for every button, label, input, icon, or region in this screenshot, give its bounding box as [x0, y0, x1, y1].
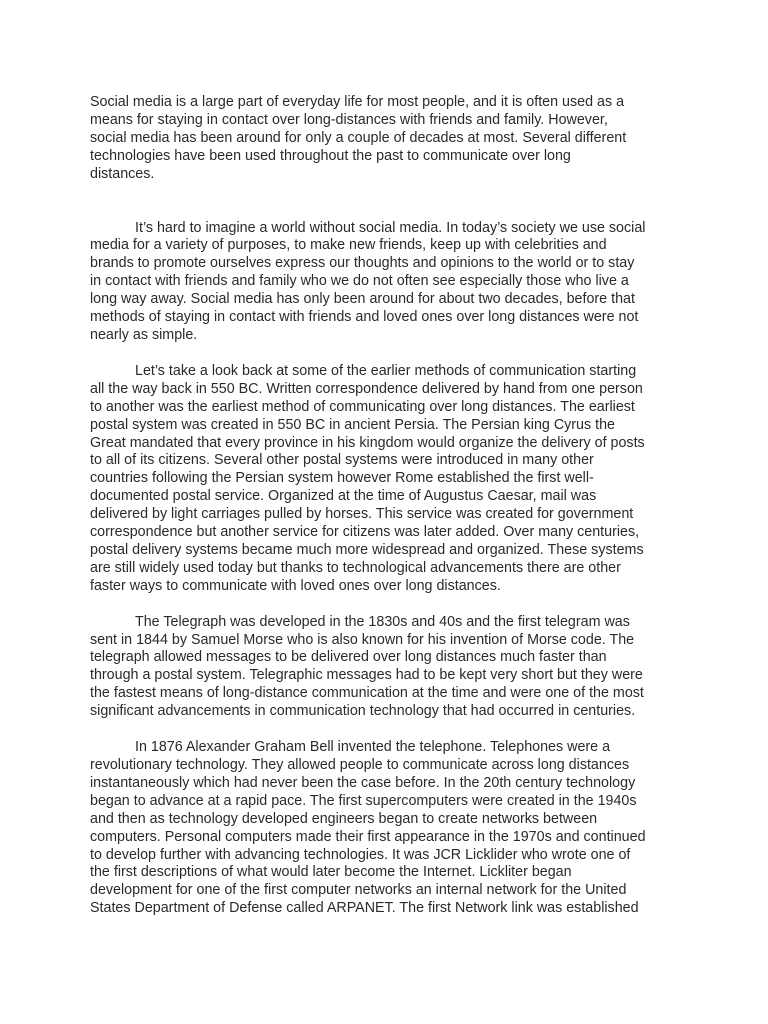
- text-line: documented postal service. Organized at the time of Augustus Caesar, mail was: [90, 488, 597, 505]
- text-line: delivered by light carriages pulled by horses. This service was created for government: [90, 506, 634, 523]
- text-line: are still widely used today but thanks to technological advancements there are other: [90, 559, 621, 576]
- text-line: technologies have been used throughout the past to communicate over long: [90, 147, 571, 164]
- text-line: postal delivery systems became much more widespread and organized. These systems: [90, 541, 644, 558]
- text-line: nearly as simple.: [90, 326, 198, 343]
- text-line: and then as technology developed engineers began to create networks between: [90, 810, 598, 827]
- text-line: Social media is a large part of everyday life for most people, and it is often used as a: [90, 94, 625, 110]
- text-line: in contact with friends and family who we do not often see especially those who live a: [90, 273, 629, 290]
- text-line: computers. Personal computers made their first appearance in the 1970s and continued: [90, 828, 646, 845]
- text-line: faster ways to communicate with loved ones over long distances.: [90, 577, 501, 594]
- text-line: the fastest means of long-distance communication at the time and were one of the most: [90, 685, 644, 702]
- document-page: [90, 94, 680, 918]
- paragraph-intro: [90, 94, 680, 184]
- text-line: distances.: [90, 165, 155, 182]
- text-line: to another was the earliest method of communicating over long distances. The earliest: [90, 398, 635, 415]
- text-line: States Department of Defense called ARPANET. The first Network link was established: [90, 900, 639, 917]
- text-line: telegraph allowed messages to be delivered over long distances much faster than: [90, 649, 607, 666]
- text-line: means for staying in contact over long-distances with friends and family. However,: [90, 111, 608, 128]
- text-line: to develop further with advancing technologies. It was JCR Licklider who wrote one of: [90, 846, 631, 863]
- text-line: The Telegraph was developed in the 1830s and 40s and the first telegram was: [135, 613, 630, 630]
- text-line: correspondence but another service for citizens was later added. Over many centuries,: [90, 524, 640, 541]
- text-line: development for one of the first computer networks an internal network for the United: [90, 882, 627, 899]
- paragraph-postal: [90, 363, 680, 596]
- text-line: methods of staying in contact with friends and loved ones over long distances were not: [90, 309, 639, 326]
- text-line: postal system was created in 550 BC in ancient Persia. The Persian king Cyrus the: [90, 416, 616, 433]
- text-line: instantaneously which had never been the case before. In the 20th century technology: [90, 774, 636, 791]
- text-line: Let’s take a look back at some of the earlier methods of communication starting: [135, 362, 637, 379]
- text-line: all the way back in 550 BC. Written correspondence delivered by hand from one person: [90, 380, 643, 397]
- paragraph-social-media: [90, 220, 680, 345]
- text-line: In 1876 Alexander Graham Bell invented the telephone. Telephones were a: [135, 739, 611, 756]
- paragraph-telegraph: [90, 614, 680, 721]
- paragraph-telephone: [90, 739, 680, 918]
- text-line: sent in 1844 by Samuel Morse who is also known for his invention of Morse code. The: [90, 631, 635, 648]
- text-line: countries following the Persian system however Rome established the first well-: [90, 470, 594, 487]
- text-line: social media has been around for only a couple of decades at most. Several different: [90, 129, 627, 146]
- text-line: the first descriptions of what would later become the Internet. Lickliter began: [90, 864, 572, 881]
- text-line: revolutionary technology. They allowed people to communicate across long distances: [90, 757, 630, 773]
- text-line: significant advancements in communication technology that had occurred in centuries.: [90, 703, 636, 720]
- text-line: long way away. Social media has only been around for about two decades, before that: [90, 291, 635, 308]
- text-line: through a postal system. Telegraphic messages had to be kept very short but they were: [90, 667, 643, 684]
- text-line: began to advance at a rapid pace. The first supercomputers were created in the 1940s: [90, 792, 637, 809]
- text-line: Great mandated that every province in his kingdom would organize the delivery of posts: [90, 434, 645, 451]
- text-line: brands to promote ourselves express our thoughts and opinions to the world or to stay: [90, 255, 635, 272]
- text-line: It’s hard to imagine a world without social media. In today’s society we use social: [135, 219, 646, 236]
- text-line: to all of its citizens. Several other postal systems were introduced in many other: [90, 452, 594, 469]
- text-line: media for a variety of purposes, to make new friends, keep up with celebrities and: [90, 237, 607, 254]
